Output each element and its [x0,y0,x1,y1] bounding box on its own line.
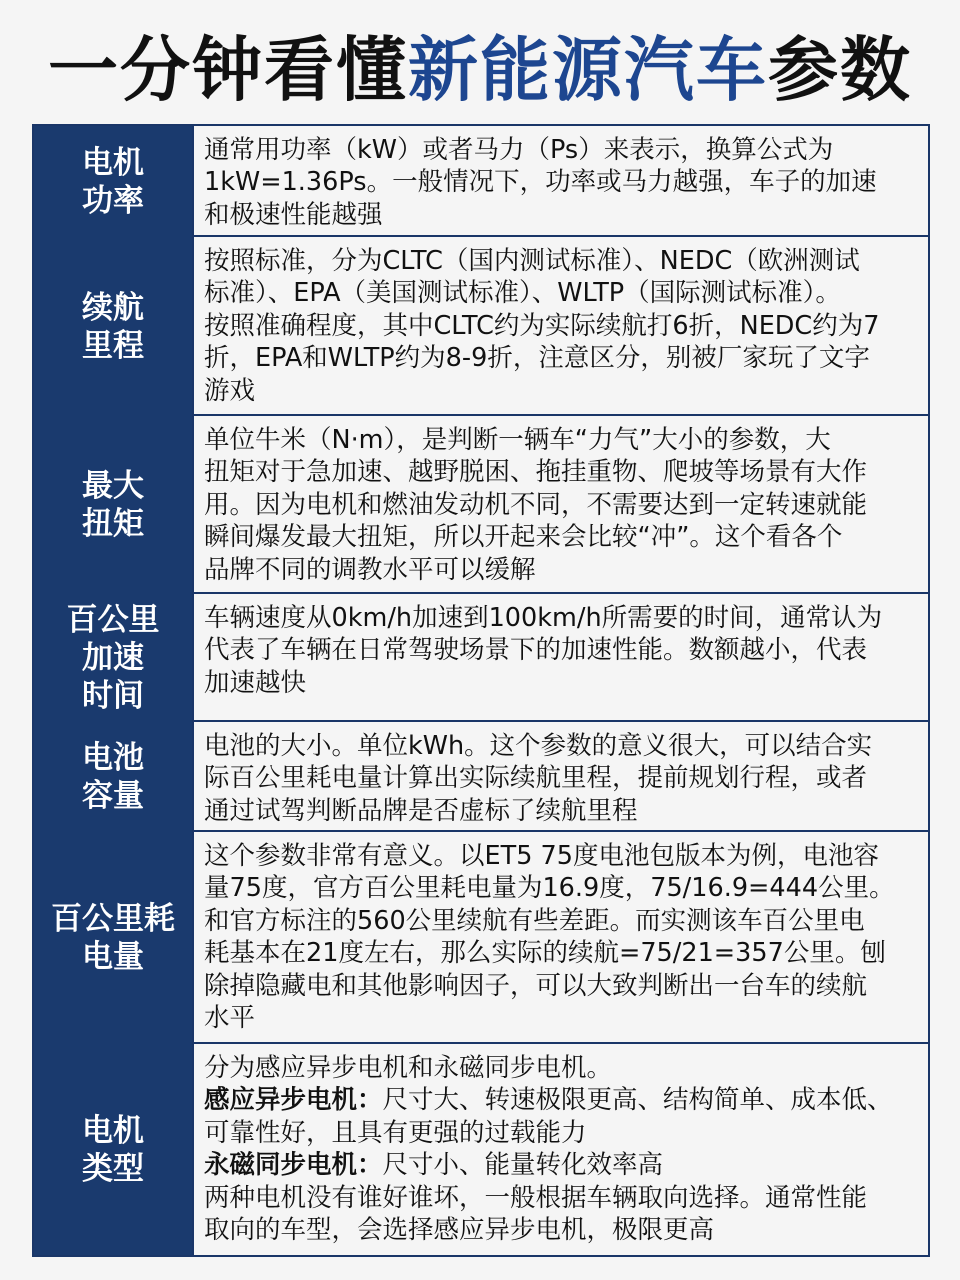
line-text: 际百公里耗电量计算出实际续航里程，提前规划行程，或者 [204,763,868,794]
line-text: 按照准确程度，其中CLTC约为实际续航打6折，NEDC约为7 [204,310,880,341]
line-text: 瞬间爆发最大扭矩，所以开起来会比较“冲”。这个看各个 [204,522,843,553]
row-label: 最大 扭矩 [34,416,192,594]
row-label: 电机 功率 [34,126,192,237]
title-part-1: 一分钟看懂 [48,29,408,111]
description-line [204,277,918,309]
line-text: 标准）、EPA（美国测试标准）、WLTP（国际测试标准）。 [204,278,841,309]
description-line [204,730,918,762]
description-line [204,602,918,634]
description-line [204,166,918,198]
line-text: 两种电机没有谁好谁坏，一般根据车辆取向选择。通常性能 [204,1182,868,1213]
line-text: 尺寸小、能量转化效率高 [382,1150,664,1181]
row-label: 电池 容量 [34,722,192,832]
line-text: 车辆速度从0km/h加速到100km/h所需要的时间，通常认为 [204,603,883,633]
table-row [34,126,928,237]
description-line [204,245,918,277]
row-description [192,237,928,416]
row-description [192,722,928,832]
line-text: 电池的大小。单位kWh。这个参数的意义很大，可以结合实 [204,731,873,761]
description-line [204,840,918,872]
description-line [204,342,918,374]
title-part-2: 新能源汽车 [408,29,768,111]
description-line [204,905,918,937]
table-row [34,416,928,594]
description-line [204,937,918,969]
description-line [204,1214,918,1246]
description-line [204,634,918,666]
description-line [204,1084,918,1116]
description-line [204,521,918,553]
description-line [204,1052,918,1084]
line-text: 扭矩对于急加速、越野脱困、拖挂重物、爬坡等场景有大作 [204,457,868,488]
description-line [204,375,918,407]
row-description [192,416,928,594]
bold-term: 永磁同步电机： [204,1150,383,1181]
table-row [34,237,928,416]
line-text: 1kW=1.36Ps。一般情况下，功率或马力越强，车子的加速 [204,167,877,198]
row-description [192,594,928,722]
row-label: 百公里 加速 时间 [34,594,192,722]
line-text: 和官方标注的560公里续航有些差距。而实测该车百公里电 [204,905,865,936]
description-line [204,1182,918,1214]
line-text: 量75度，官方百公里耗电量为16.9度，75/16.9=444公里。 [204,873,895,904]
table-row [34,594,928,722]
description-line [204,970,918,1002]
description-line [204,554,918,586]
description-line [204,872,918,904]
table-row [34,722,928,832]
row-label: 百公里耗 电量 [34,832,192,1044]
title-part-3: 参数 [768,29,912,111]
description-line [204,199,918,231]
line-text: 可靠性好，且具有更强的过载能力 [204,1117,587,1148]
row-label: 电机 类型 [34,1044,192,1255]
line-text: 加速越快 [204,667,307,698]
line-text: 游戏 [204,375,256,406]
table-row [34,1044,928,1255]
row-description [192,832,928,1044]
description-line [204,310,918,342]
line-text: 除掉隐藏电和其他影响因子，可以大致判断出一台车的续航 [204,970,868,1001]
description-line [204,795,918,827]
row-label: 续航 里程 [34,237,192,416]
description-line [204,424,918,456]
line-text: 用。因为电机和燃油发动机不同，不需要达到一定转速就能 [204,489,868,520]
description-line [204,489,918,521]
description-line [204,134,918,166]
line-text: 代表了车辆在日常驾驶场景下的加速性能。数额越小，代表 [204,635,868,666]
line-text: 和极速性能越强 [204,199,383,230]
table-row [34,832,928,1044]
line-text: 品牌不同的调教水平可以缓解 [204,554,536,585]
line-text: 通过试驾判断品牌是否虚标了续航里程 [204,795,638,826]
bold-term: 感应异步电机： [204,1085,383,1116]
line-text: 单位牛米（N·m），是判断一辆车“力气”大小的参数，大 [204,425,831,455]
description-line [204,667,918,699]
line-text: 通常用功率（kW）或者马力（Ps）来表示，换算公式为 [204,135,834,165]
row-description [192,1044,928,1255]
line-text: 取向的车型，会选择感应异步电机，极限更高 [204,1215,715,1246]
line-text: 分为感应异步电机和永磁同步电机。 [204,1053,613,1083]
row-description [192,126,928,237]
parameter-table [32,124,930,1257]
line-text: 尺寸大、转速极限更高、结构简单、成本低、 [382,1085,893,1116]
description-line [204,1149,918,1181]
description-line [204,762,918,794]
page-title [0,20,960,120]
description-line [204,1117,918,1149]
line-text: 水平 [204,1003,256,1034]
line-text: 耗基本在21度左右，那么实际的续航=75/21=357公里。刨 [204,938,886,969]
line-text: 折，EPA和WLTP约为8-9折，注意区分，别被厂家玩了文字 [204,343,870,374]
line-text: 这个参数非常有意义。以ET5 75度电池包版本为例，电池容 [204,841,879,871]
description-line [204,456,918,488]
description-line [204,1002,918,1034]
line-text: 按照标准，分为CLTC（国内测试标准）、NEDC（欧洲测试 [204,246,860,276]
